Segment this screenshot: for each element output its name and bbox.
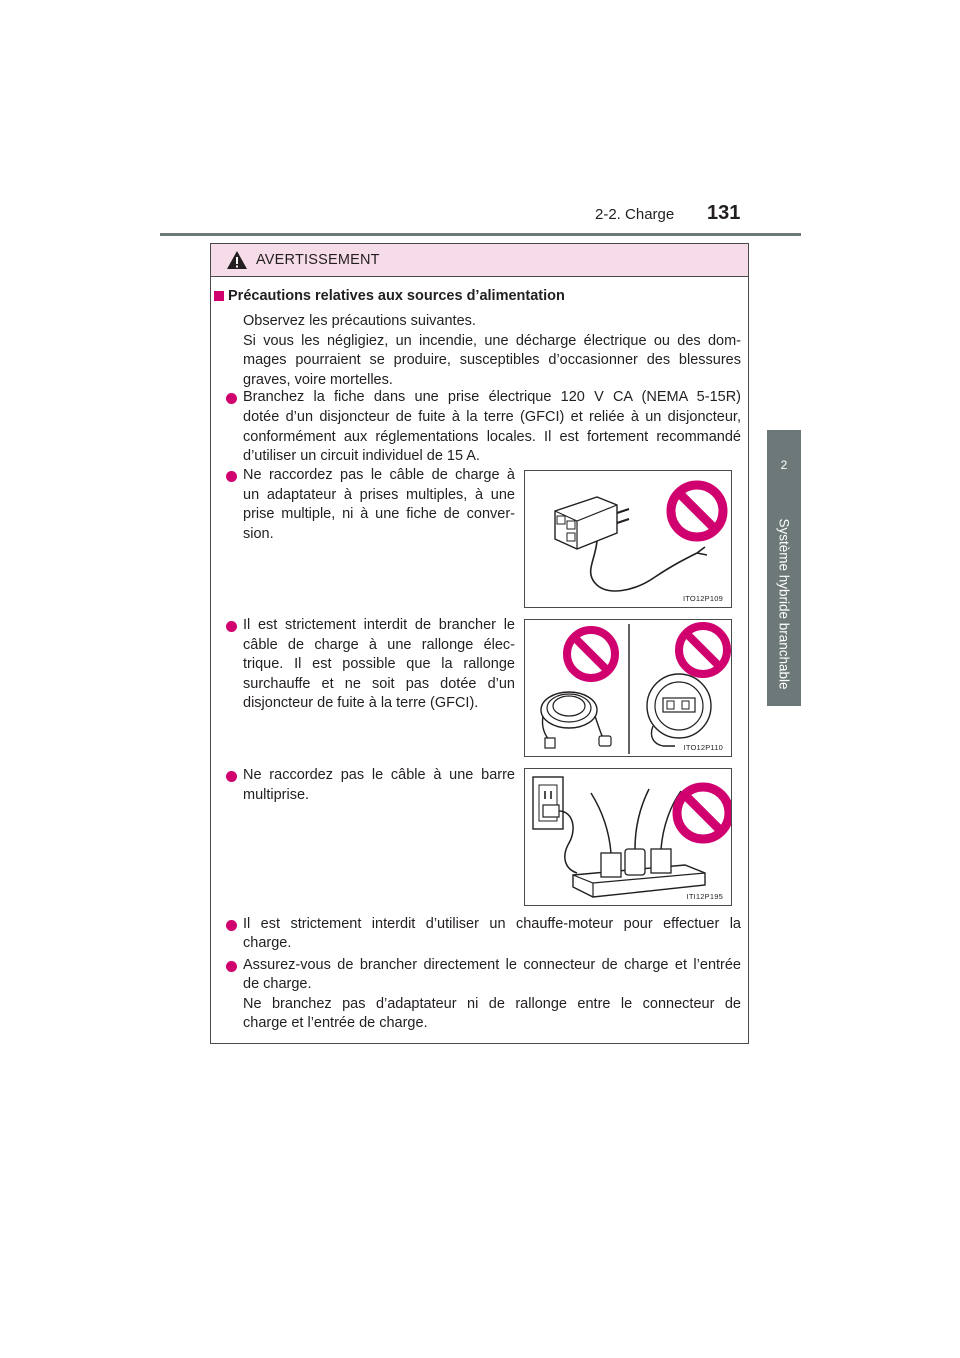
- bullet-line: Branchez la fiche dans une prise électrique 120 V CA (NEMA 5-15R): [243, 389, 741, 405]
- intro-line: Observez les précautions suivantes.: [243, 313, 476, 329]
- intro-line: graves, voire mortelles.: [243, 372, 393, 388]
- figure-code: ITO12P109: [682, 594, 723, 603]
- heading-square-icon: [214, 291, 224, 301]
- bullet-line: sion.: [243, 526, 274, 542]
- bullet-dot-icon: [226, 471, 237, 482]
- bullet-line: Assurez-vous de brancher directement le connecteur de charge et l’entrée: [243, 957, 741, 973]
- bullet-line: Il est strictement interdit d’utiliser un chauffe-moteur pour effectuer la: [243, 916, 741, 932]
- warning-triangle-icon: [226, 250, 248, 270]
- bullet-line: d’utiliser un circuit individuel de 15 A.: [243, 448, 480, 464]
- figure-code: ITI12P195: [686, 892, 723, 901]
- intro-line: mages pourraient se produire, susceptibles d’occasionner des blessures: [243, 352, 741, 368]
- adapter-illustration: [525, 471, 731, 607]
- bullet-line: un adaptateur à prises multiples, à une: [243, 487, 515, 503]
- bullet-line: dotée d’un disjoncteur de fuite à la terre (GFCI) et reliée à un disjoncteur,: [243, 409, 741, 425]
- chapter-tab-number: 2: [767, 430, 801, 501]
- bullet-line: Ne branchez pas d’adaptateur ni de rallonge entre le connecteur de: [243, 996, 741, 1012]
- figure-extension-cords: [524, 619, 732, 757]
- figure-code: ITO12P110: [683, 743, 723, 752]
- bullet-line: multiprise.: [243, 787, 310, 803]
- bullet-line: Ne raccordez pas le câble à une barre: [243, 767, 515, 783]
- extension-cord-illustration: [525, 620, 731, 756]
- bullet-line: conformément aux réglementations locales. Il est fortement recommandé: [243, 429, 741, 445]
- intro-line: Si vous les négligiez, un incendie, une décharge électrique ou des dom-: [243, 333, 741, 349]
- bullet-line: trique. Il est possible que la rallonge: [243, 656, 515, 672]
- warning-header: [211, 244, 748, 277]
- bullet-dot-icon: [226, 393, 237, 404]
- header-rule: [160, 233, 801, 236]
- power-strip-illustration: [525, 769, 731, 905]
- bullet-line: câble de charge à une rallonge élec-: [243, 637, 515, 653]
- bullet-line: charge et l’entrée de charge.: [243, 1015, 428, 1031]
- chapter-tab-label: [767, 501, 801, 706]
- section-title: 2-2. Charge: [595, 206, 675, 223]
- bullet-dot-icon: [226, 961, 237, 972]
- bullet-line: Ne raccordez pas le câble de charge à: [243, 467, 515, 483]
- bullet-dot-icon: [226, 621, 237, 632]
- page-number: 131: [707, 202, 741, 224]
- bullet-dot-icon: [226, 920, 237, 931]
- bullet-line: Il est strictement interdit de brancher le: [243, 617, 515, 633]
- figure-multi-plug-adapter: [524, 470, 732, 608]
- bullet-line: disjoncteur de fuite à la terre (GFCI).: [243, 695, 479, 711]
- bullet-line: surchauffe et ne soit pas dotée d’un: [243, 676, 515, 692]
- bullet-line: de charge.: [243, 976, 312, 992]
- figure-power-strip: [524, 768, 732, 906]
- warning-heading: Précautions relatives aux sources d’alimentation: [228, 288, 565, 304]
- bullet-line: charge.: [243, 935, 292, 951]
- bullet-dot-icon: [226, 771, 237, 782]
- chapter-tab-title: Système hybride branchable: [776, 517, 792, 690]
- bullet-line: prise multiple, ni à une fiche de conver-: [243, 506, 515, 522]
- warning-label: AVERTISSEMENT: [256, 252, 380, 268]
